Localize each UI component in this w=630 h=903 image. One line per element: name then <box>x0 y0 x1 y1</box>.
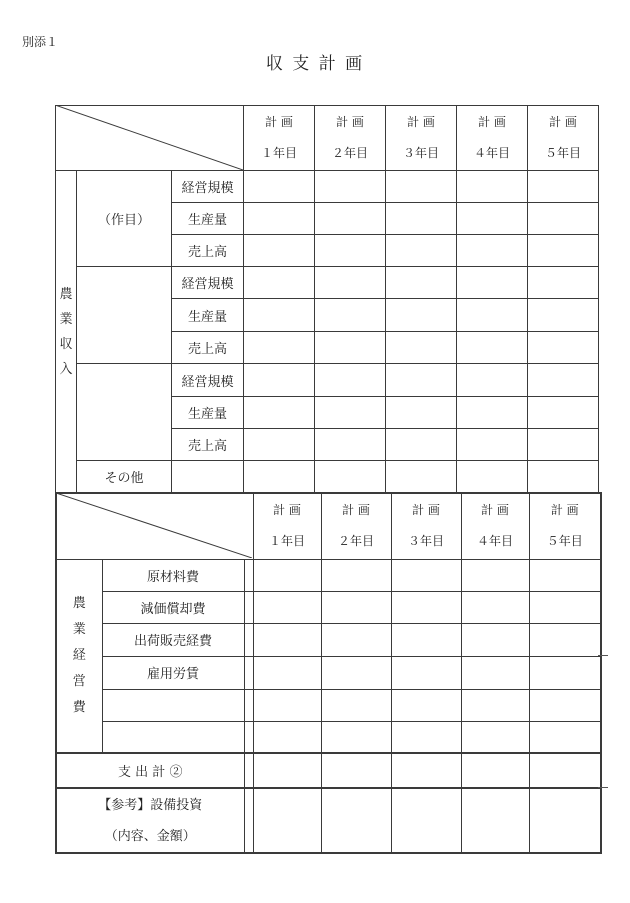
plan-label: 計 画 <box>273 503 301 518</box>
crop-group-cell <box>77 267 172 364</box>
table-row <box>56 623 601 656</box>
data-cell <box>315 203 386 235</box>
data-cell <box>528 171 599 203</box>
gap-cell <box>244 753 253 788</box>
data-cell <box>244 299 315 332</box>
table-row <box>56 267 599 299</box>
data-cell <box>457 203 528 235</box>
expense-table <box>55 492 602 854</box>
item-label: 減価償却費 <box>102 591 244 623</box>
attachment-label: 別添１ <box>22 35 59 49</box>
income-table <box>55 105 599 493</box>
data-cell <box>386 364 457 397</box>
item-label: 経営規模 <box>172 364 244 397</box>
reference-label-line2: （内容、金額） <box>104 828 196 844</box>
margin-rule-line <box>598 787 608 788</box>
data-cell <box>253 689 321 721</box>
data-cell <box>529 591 601 623</box>
data-cell <box>529 656 601 689</box>
data-cell <box>528 397 599 429</box>
data-cell <box>244 171 315 203</box>
data-cell <box>528 364 599 397</box>
data-cell <box>457 267 528 299</box>
data-cell <box>244 429 315 461</box>
item-label: 経営規模 <box>172 171 244 203</box>
data-cell <box>461 623 529 656</box>
year-header <box>529 493 601 559</box>
corner-header-cell <box>56 106 244 171</box>
data-cell <box>321 753 391 788</box>
data-cell <box>253 591 321 623</box>
data-cell <box>253 788 321 853</box>
year-header <box>391 493 461 559</box>
data-cell <box>315 235 386 267</box>
plan-label: 計 画 <box>265 115 293 129</box>
total-row <box>56 753 601 788</box>
data-cell <box>457 235 528 267</box>
item-label: 売上高 <box>172 332 244 364</box>
item-label-blank <box>102 689 244 721</box>
data-cell <box>386 235 457 267</box>
data-cell <box>244 203 315 235</box>
plan-label: 計 画 <box>481 503 509 518</box>
item-label-blank <box>172 461 244 493</box>
item-label: 経営規模 <box>172 267 244 299</box>
data-cell <box>386 299 457 332</box>
year-header <box>315 106 386 171</box>
header-row <box>56 106 599 171</box>
data-cell <box>391 559 461 591</box>
data-cell <box>461 788 529 853</box>
data-cell <box>386 397 457 429</box>
data-cell <box>315 171 386 203</box>
item-label: 雇用労賃 <box>102 656 244 689</box>
data-cell <box>315 267 386 299</box>
data-cell <box>461 721 529 753</box>
data-cell <box>391 623 461 656</box>
plan-label: 計 画 <box>342 503 370 518</box>
crop-group-cell <box>77 171 172 267</box>
data-cell <box>386 267 457 299</box>
data-cell <box>386 171 457 203</box>
gap-cell <box>244 623 253 656</box>
data-cell <box>244 267 315 299</box>
other-label: その他 <box>77 461 172 493</box>
year-header <box>253 493 321 559</box>
data-cell <box>315 397 386 429</box>
year-header <box>528 106 599 171</box>
year-header <box>457 106 528 171</box>
page-title: 収 支 計 画 <box>265 54 365 74</box>
year-label: １年目 <box>261 146 298 160</box>
data-cell <box>321 559 391 591</box>
data-cell <box>391 753 461 788</box>
gap-cell <box>244 721 253 753</box>
data-cell <box>529 753 601 788</box>
data-cell <box>244 235 315 267</box>
data-cell <box>386 429 457 461</box>
data-cell <box>253 656 321 689</box>
data-cell <box>529 559 601 591</box>
data-cell <box>457 332 528 364</box>
data-cell <box>386 203 457 235</box>
header-row <box>56 493 601 559</box>
data-cell <box>528 235 599 267</box>
data-cell <box>457 364 528 397</box>
gap-cell <box>244 559 253 591</box>
data-cell <box>528 332 599 364</box>
data-cell <box>244 461 315 493</box>
data-cell <box>461 656 529 689</box>
year-label: ３年目 <box>403 146 440 160</box>
data-cell <box>315 299 386 332</box>
data-cell <box>391 788 461 853</box>
plan-label: 計 画 <box>549 115 577 129</box>
data-cell <box>461 591 529 623</box>
data-cell <box>315 332 386 364</box>
total-label: 支 出 計 ② <box>56 753 244 788</box>
table-row <box>56 461 599 493</box>
data-cell <box>457 299 528 332</box>
item-label: 売上高 <box>172 235 244 267</box>
data-cell <box>529 721 601 753</box>
data-cell <box>529 788 601 853</box>
data-cell <box>391 721 461 753</box>
data-cell <box>457 429 528 461</box>
data-cell <box>321 788 391 853</box>
crop-group-cell <box>77 364 172 461</box>
margin-rule-line <box>598 655 608 656</box>
income-section-cell <box>56 171 77 493</box>
data-cell <box>528 461 599 493</box>
table-row <box>56 689 601 721</box>
year-label: ５年目 <box>546 534 583 549</box>
data-cell <box>528 203 599 235</box>
year-label: ２年目 <box>337 534 374 549</box>
gap-cell <box>244 656 253 689</box>
item-label: 生産量 <box>172 203 244 235</box>
data-cell <box>457 397 528 429</box>
data-cell <box>321 591 391 623</box>
year-header <box>244 106 315 171</box>
data-cell <box>461 559 529 591</box>
plan-label: 計 画 <box>407 115 435 129</box>
expense-section-cell <box>56 559 102 753</box>
item-label: 生産量 <box>172 299 244 332</box>
table-row <box>56 721 601 753</box>
year-label: １年目 <box>268 534 305 549</box>
table-row <box>56 171 599 203</box>
data-cell <box>321 656 391 689</box>
item-label: 原材料費 <box>102 559 244 591</box>
item-label: 生産量 <box>172 397 244 429</box>
year-header <box>461 493 529 559</box>
reference-label-line1: 【参考】設備投資 <box>98 797 203 813</box>
year-label: ５年目 <box>545 146 582 160</box>
year-label: ３年目 <box>407 534 444 549</box>
item-label: 出荷販売経費 <box>102 623 244 656</box>
data-cell <box>315 461 386 493</box>
data-cell <box>529 623 601 656</box>
plan-label: 計 画 <box>412 503 440 518</box>
data-cell <box>457 171 528 203</box>
data-cell <box>321 689 391 721</box>
year-header <box>321 493 391 559</box>
plan-label: 計 画 <box>478 115 506 129</box>
table-row <box>56 364 599 397</box>
year-label: ４年目 <box>476 534 513 549</box>
data-cell <box>321 721 391 753</box>
data-cell <box>386 461 457 493</box>
reference-row <box>56 788 601 853</box>
data-cell <box>253 753 321 788</box>
data-cell <box>528 429 599 461</box>
data-cell <box>253 623 321 656</box>
year-header <box>386 106 457 171</box>
data-cell <box>457 461 528 493</box>
data-cell <box>253 559 321 591</box>
data-cell <box>386 332 457 364</box>
income-section-label: 農業収入 <box>59 286 73 377</box>
data-cell <box>315 429 386 461</box>
item-label: 売上高 <box>172 429 244 461</box>
data-cell <box>461 753 529 788</box>
data-cell <box>315 364 386 397</box>
reference-label-cell <box>56 788 244 853</box>
table-row <box>56 591 601 623</box>
data-cell <box>528 267 599 299</box>
gap-cell <box>244 788 253 853</box>
expense-section-label: 農業経営費 <box>72 595 86 715</box>
gap-cell <box>244 591 253 623</box>
corner-header-cell <box>56 493 253 559</box>
data-cell <box>244 397 315 429</box>
table-row <box>56 559 601 591</box>
data-cell <box>244 364 315 397</box>
data-cell <box>244 332 315 364</box>
plan-label: 計 画 <box>550 503 579 518</box>
data-cell <box>391 689 461 721</box>
data-cell <box>529 689 601 721</box>
crop-group-label: （作目） <box>97 213 150 228</box>
year-label: ４年目 <box>474 146 511 160</box>
data-cell <box>253 721 321 753</box>
data-cell <box>321 623 391 656</box>
plan-label: 計 画 <box>336 115 364 129</box>
data-cell <box>391 656 461 689</box>
gap-cell <box>244 689 253 721</box>
data-cell <box>391 591 461 623</box>
data-cell <box>461 689 529 721</box>
data-cell <box>528 299 599 332</box>
year-label: ２年目 <box>332 146 369 160</box>
item-label-blank <box>102 721 244 753</box>
table-row <box>56 656 601 689</box>
